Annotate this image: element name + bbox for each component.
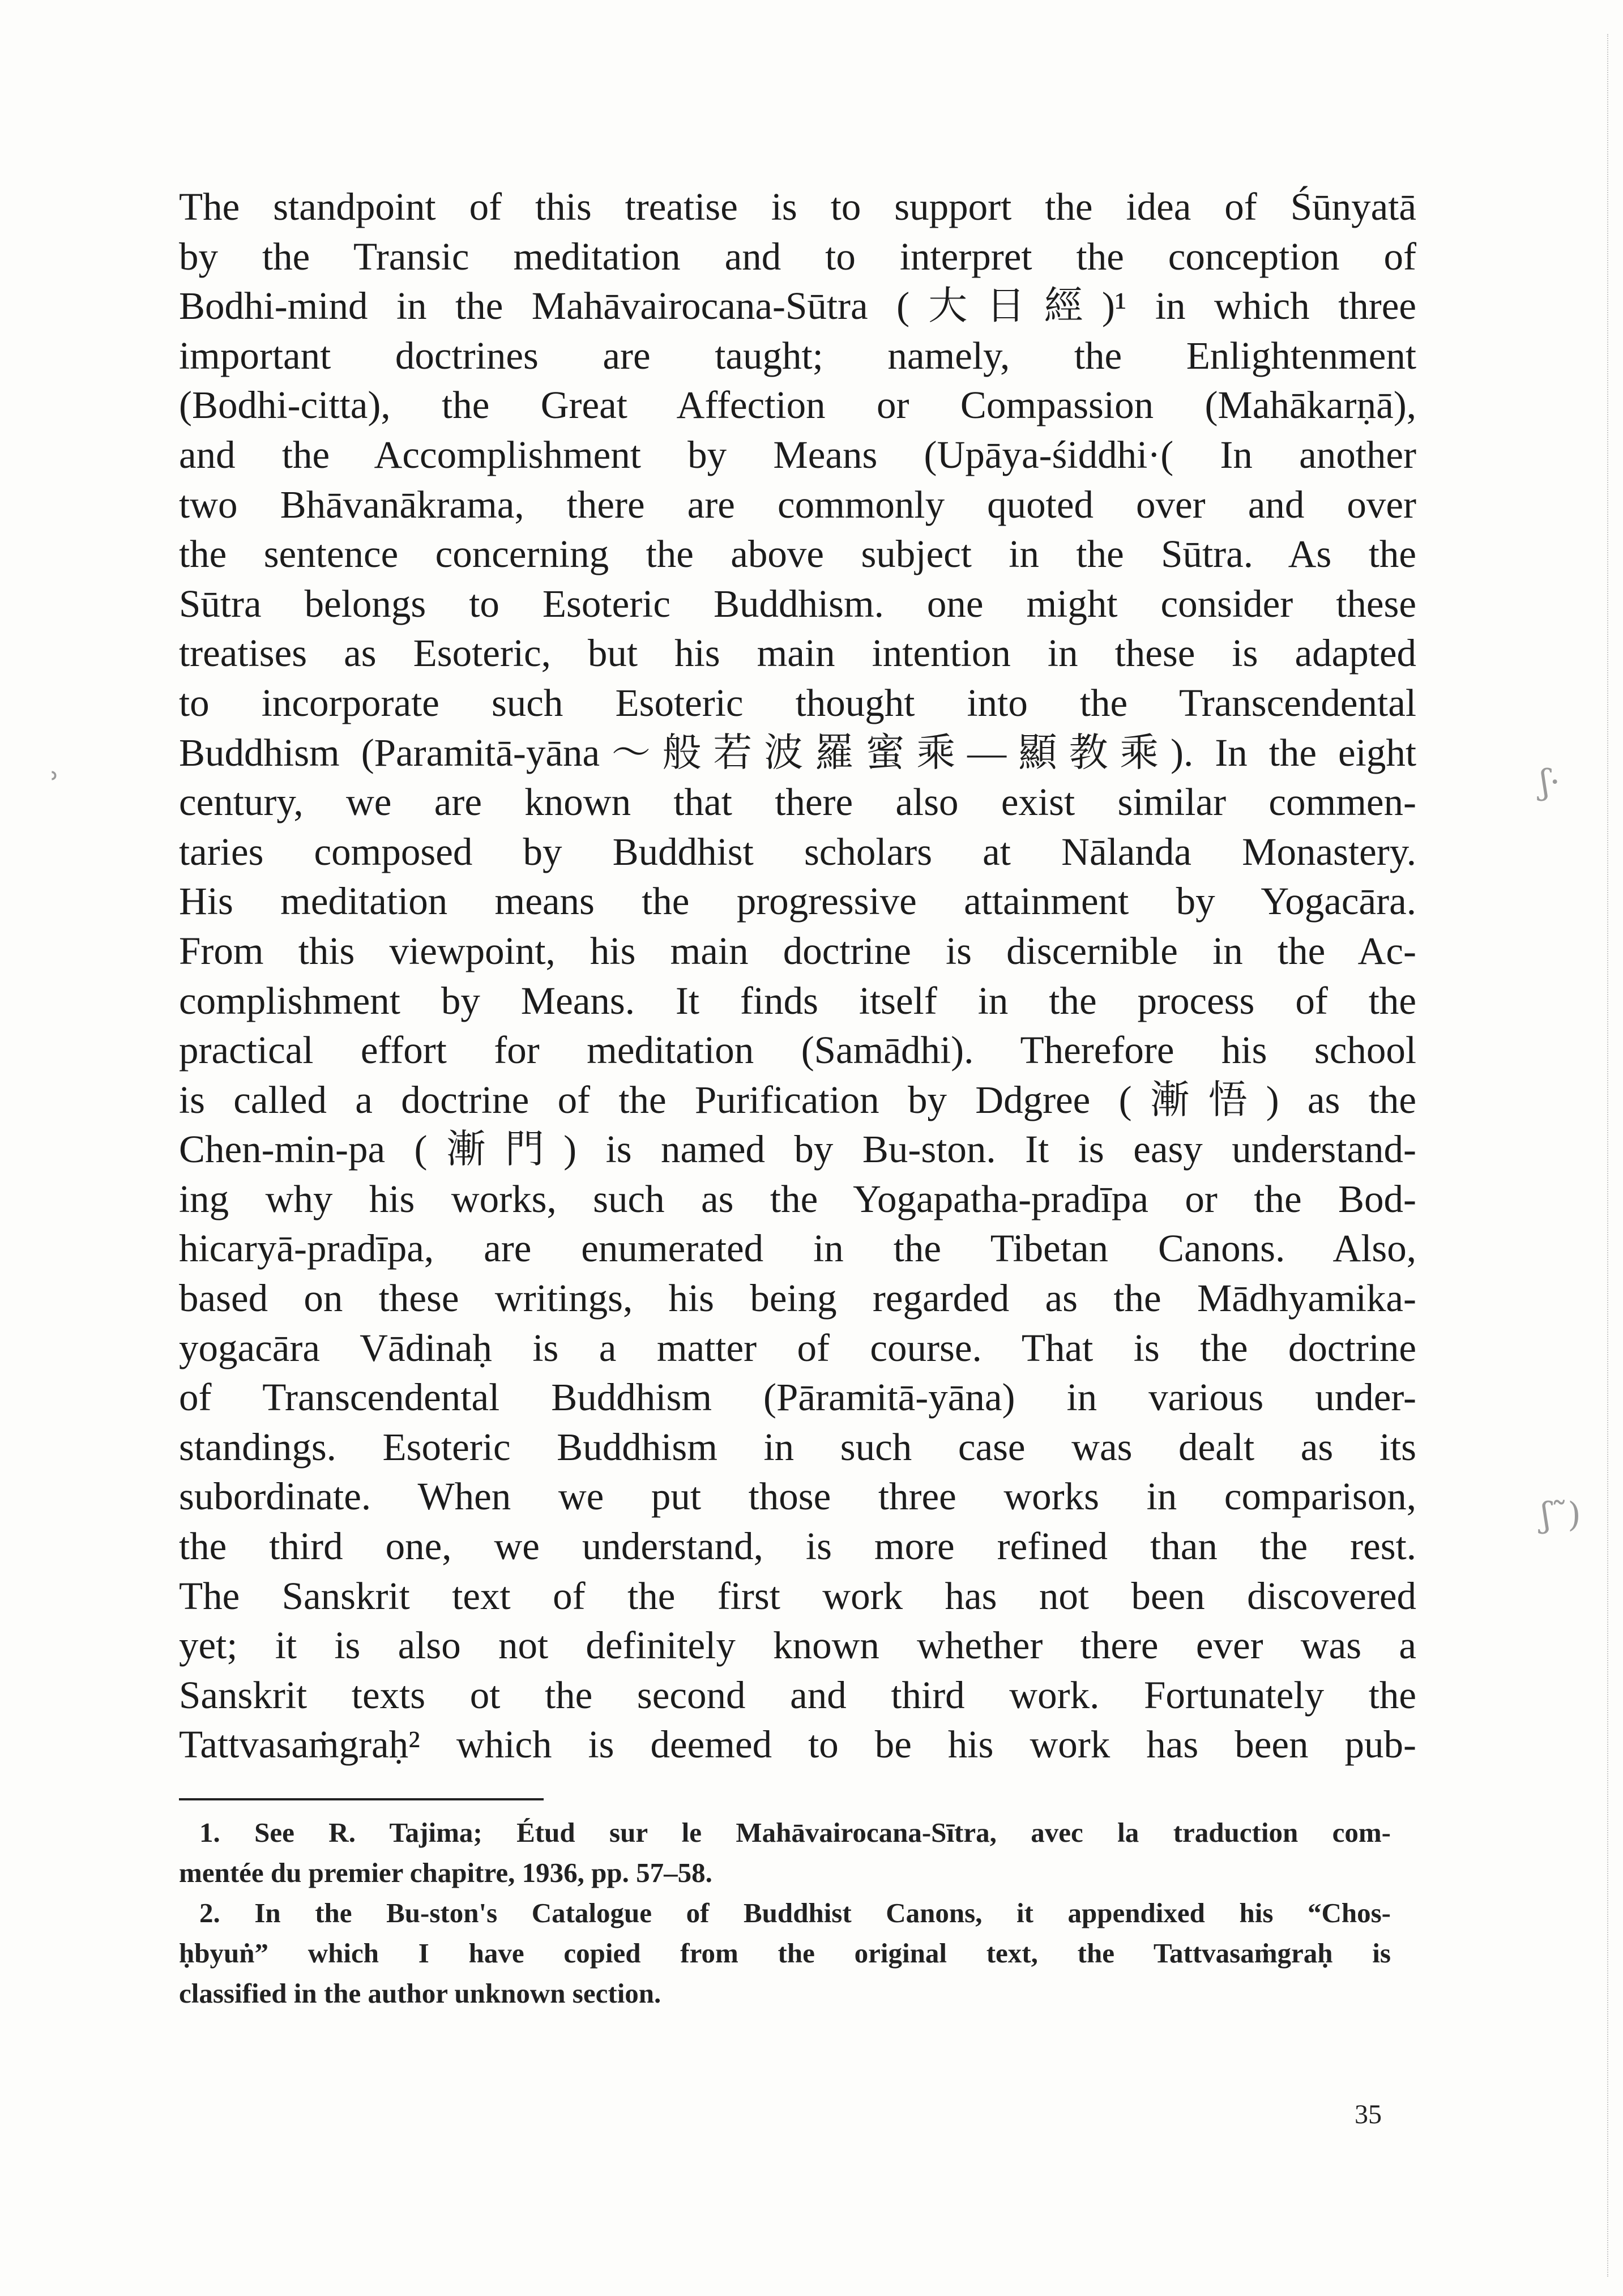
body-line: taries composed by Buddhist scholars at Nālanda Monastery. <box>179 830 1416 873</box>
margin-scribble-right-2: ʃ˜) <box>1541 1495 1581 1535</box>
page-number: 35 <box>1355 2099 1382 2129</box>
body-line: century, we are known that there also exist similar commen- <box>179 780 1416 824</box>
body-line: His meditation means the progressive attainment by Yogacāra. <box>179 880 1416 923</box>
body-line: Chen-min-pa (漸門) is named by Bu-ston. It is easy understand- <box>179 1128 1416 1171</box>
body-line: The standpoint of this treatise is to support the idea of Śūnyatā <box>179 185 1416 228</box>
body-line: treatises as Esoteric, but his main intention in these is adapted <box>179 631 1416 675</box>
body-line: and the Accomplishment by Means (Upāya-śiddhi·( In another <box>179 433 1416 476</box>
body-line: important doctrines are taught; namely, the Enlightenment <box>179 334 1416 377</box>
page-edge-shadow <box>1607 34 1608 2277</box>
body-line: Tattvasaṁgraḥ² which is deemed to be his work has been pub- <box>179 1723 1416 1766</box>
footnotes <box>179 1812 1391 2013</box>
body-line: hicaryā-pradīpa, are enumerated in the Tibetan Canons. Also, <box>179 1227 1416 1270</box>
body-line: The Sanskrit text of the first work has not been discovered <box>179 1574 1416 1618</box>
body-line: based on these writings, his being regarded as the Mādhyamika- <box>179 1277 1416 1320</box>
body-line: of Transcendental Buddhism (Pāramitā-yāna) in various under- <box>179 1376 1416 1419</box>
main-body-text <box>179 182 1416 1770</box>
body-line: Bodhi-mind in the Mahāvairocana-Sūtra (大日經)¹ in which three <box>179 284 1416 328</box>
body-line: Sūtra belongs to Esoteric Buddhism. one might consider these <box>179 582 1416 625</box>
margin-scribble-right-1: ʃ· <box>1540 762 1561 802</box>
body-line: yet; it is also not definitely known whether there ever was a <box>179 1624 1416 1667</box>
footnote-1-line: 1. See R. Tajima; Étud sur le Mahāvairocana-Sītra, avec la traduction com- <box>199 1817 1391 1848</box>
body-line: practical effort for meditation (Samādhi). Therefore his school <box>179 1028 1416 1072</box>
body-line: Sanskrit texts ot the second and third work. Fortunately the <box>179 1673 1416 1717</box>
body-line: by the Transic meditation and to interpret the conception of <box>179 234 1416 278</box>
body-line: complishment by Means. It finds itself in the process of the <box>179 979 1416 1022</box>
body-line: subordinate. When we put those three works in comparison, <box>179 1475 1416 1518</box>
body-line: Buddhism (Paramitā-yāna～般若波羅蜜乘—顯教乘). In the eight <box>179 731 1416 774</box>
footnote-separator <box>179 1798 544 1800</box>
body-line: (Bodhi-citta), the Great Affection or Compassion (Mahākarṇā), <box>179 383 1416 427</box>
body-line: two Bhāvanākrama, there are commonly quoted over and over <box>179 483 1416 526</box>
footnote-1-line: mentée du premier chapitre, 1936, pp. 57–58. <box>179 1857 712 1888</box>
body-line: standings. Esoteric Buddhism in such case was dealt as its <box>179 1425 1416 1469</box>
body-line: to incorporate such Esoteric thought into the Transcendental <box>179 681 1416 724</box>
body-line: the third one, we understand, is more refined than the rest. <box>179 1525 1416 1568</box>
footnote-2-line: ḥbyuṅ” which I have copied from the original text, the Tattvasaṁgraḥ is <box>179 1937 1391 1969</box>
body-line: ing why his works, such as the Yogapatha-pradīpa or the Bod- <box>179 1177 1416 1220</box>
body-line: From this viewpoint, his main doctrine is discernible in the Ac- <box>179 929 1416 972</box>
margin-scribble-left: ʾ <box>50 766 61 805</box>
body-line: is called a doctrine of the Purification by Ddgree (漸悟) as the <box>179 1078 1416 1121</box>
body-line: the sentence concerning the above subject in the Sūtra. As the <box>179 532 1416 576</box>
body-line: yogacāra Vādinaḥ is a matter of course. That is the doctrine <box>179 1326 1416 1369</box>
footnote-2-line: classified in the author unknown section. <box>179 1978 661 2009</box>
footnote-2-line: 2. In the Bu-ston's Catalogue of Buddhist Canons, it appendixed his “Chos- <box>199 1897 1391 1928</box>
